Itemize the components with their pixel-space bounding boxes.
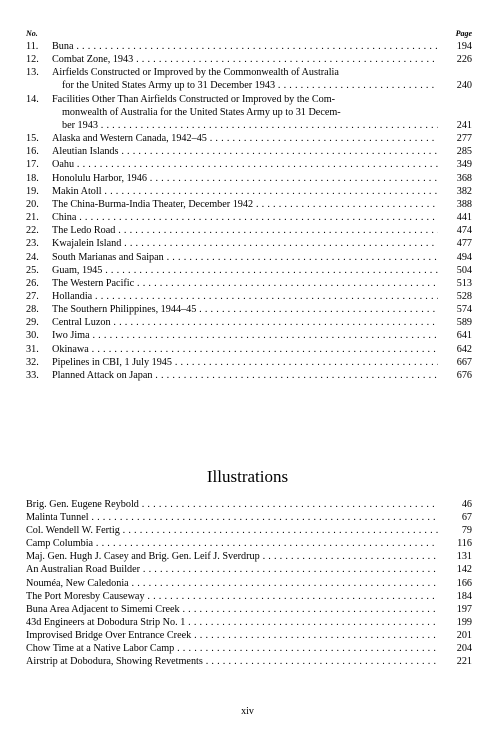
map-entry xyxy=(26,224,472,237)
map-entry xyxy=(26,316,472,329)
illustration-entry xyxy=(26,498,472,511)
illustration-title: Improvised Bridge Over Entrance Creek . . . xyxy=(26,629,438,642)
map-number: 15. xyxy=(26,133,39,145)
map-number: 29. xyxy=(26,317,39,329)
map-number: 26. xyxy=(26,277,39,289)
map-entry xyxy=(26,237,472,250)
illustration-page-number: 46 xyxy=(461,499,472,510)
map-number: 17. xyxy=(26,159,39,171)
map-title: The Southern Philippines, 1944–45 . . . xyxy=(52,303,438,316)
map-entry xyxy=(26,356,472,369)
map-page-number: 641 xyxy=(456,330,472,342)
map-number: 16. xyxy=(26,146,39,158)
map-entry xyxy=(26,145,472,158)
map-title-line: monwealth of Australia for the United States Army up to 31 Decem- xyxy=(62,106,341,118)
illustration-title: 43d Engineers at Dobodura Strip No. 1 . . . xyxy=(26,616,438,629)
map-number: 23. xyxy=(26,238,39,250)
map-page-number: 494 xyxy=(456,251,472,263)
map-entry xyxy=(26,93,472,132)
map-title: Pipelines in CBI, 1 July 1945 . . . xyxy=(52,356,438,369)
map-entry xyxy=(26,303,472,316)
map-number: 32. xyxy=(26,356,39,368)
illustration-page-number: 199 xyxy=(456,616,472,628)
map-entry xyxy=(26,185,472,198)
map-title: Makin Atoll . . . xyxy=(52,185,438,198)
map-title: Buna . . . xyxy=(52,40,438,53)
map-title: Oahu . . . xyxy=(52,158,438,171)
map-page-number: 349 xyxy=(456,159,472,171)
map-title-line: for the United States Army up to 31 December 1943 . . . xyxy=(52,79,438,92)
map-page-number: 474 xyxy=(456,225,472,237)
map-page-number: 441 xyxy=(456,212,472,224)
illustration-entry xyxy=(26,629,472,642)
illustration-title: Brig. Gen. Eugene Reybold . . . xyxy=(26,498,438,511)
map-page-number: 642 xyxy=(456,343,472,355)
map-page-number: 477 xyxy=(456,238,472,250)
illustration-page-number: 79 xyxy=(461,525,472,537)
map-title: Guam, 1945 . . . xyxy=(52,264,438,277)
map-entry xyxy=(26,66,472,92)
map-number: 14. xyxy=(26,93,39,105)
map-page-number: 241 xyxy=(456,119,472,131)
map-title: Alaska and Western Canada, 1942–45 . . . xyxy=(52,132,438,145)
page-column-label: Page xyxy=(455,29,472,38)
illustration-title: Buna Area Adjacent to Simemi Creek . . . xyxy=(26,603,438,616)
illustration-page-number: 131 xyxy=(456,551,472,563)
illustration-title: Chow Time at a Native Labor Camp . . . xyxy=(26,642,438,655)
map-page-number: 388 xyxy=(456,198,472,210)
map-entry xyxy=(26,53,472,66)
map-page-number: 240 xyxy=(456,80,472,92)
map-number: 22. xyxy=(26,225,39,237)
map-entry xyxy=(26,211,472,224)
map-entry xyxy=(26,198,472,211)
illustration-page-number: 67 xyxy=(461,512,472,524)
maps-list xyxy=(26,40,472,382)
map-number: 21. xyxy=(26,212,39,224)
illustration-entry xyxy=(26,550,472,563)
illustration-title: The Port Moresby Causeway . . . xyxy=(26,590,438,603)
illustration-title: Maj. Gen. Hugh J. Casey and Brig. Gen. Leif J. Sverdrup . . . xyxy=(26,550,438,563)
illustration-entry xyxy=(26,616,472,629)
illustration-title: Airstrip at Dobodura, Showing Revetments . . . xyxy=(26,655,438,668)
map-number: 20. xyxy=(26,198,39,210)
map-page-number: 194 xyxy=(456,41,472,52)
map-title-line: Airfields Constructed or Improved by the Commonwealth of Australia xyxy=(52,67,339,79)
map-page-number: 277 xyxy=(456,133,472,145)
map-title-line: ber 1943 . . . xyxy=(52,119,438,132)
illustration-page-number: 204 xyxy=(456,643,472,655)
map-title: Honolulu Harbor, 1946 . . . xyxy=(52,172,438,185)
map-title: The China-Burma-India Theater, December 1942 . . . xyxy=(52,198,438,211)
illustration-title: Malinta Tunnel . . . xyxy=(26,511,438,524)
map-title-line: Facilities Other Than Airfields Constructed or Improved by the Com- xyxy=(52,93,336,105)
map-entry xyxy=(26,369,472,382)
map-title: Aleutian Islands . . . xyxy=(52,145,438,158)
map-title: Central Luzon . . . xyxy=(52,316,438,329)
page-folio: xiv xyxy=(241,706,254,717)
illustration-title: Nouméa, New Caledonia . . . xyxy=(26,577,438,590)
illustration-entry xyxy=(26,577,472,590)
map-page-number: 226 xyxy=(456,54,472,66)
map-page-number: 676 xyxy=(456,369,472,381)
map-number: 19. xyxy=(26,185,39,197)
illustration-page-number: 197 xyxy=(456,603,472,615)
map-page-number: 285 xyxy=(456,146,472,158)
map-title: Okinawa . . . xyxy=(52,343,438,356)
map-entry xyxy=(26,40,472,53)
map-page-number: 504 xyxy=(456,264,472,276)
map-title: Combat Zone, 1943 . . . xyxy=(52,53,438,66)
map-page-number: 528 xyxy=(456,290,472,302)
map-entry xyxy=(26,132,472,145)
map-number: 31. xyxy=(26,343,39,355)
map-number: 33. xyxy=(26,369,39,381)
map-page-number: 513 xyxy=(456,277,472,289)
illustration-title: Camp Columbia . . . xyxy=(26,537,438,550)
map-title: China . . . xyxy=(52,211,438,224)
map-entry xyxy=(26,277,472,290)
illustration-title: Col. Wendell W. Fertig . . . xyxy=(26,524,438,537)
illustration-entry xyxy=(26,655,472,668)
illustration-entry xyxy=(26,511,472,524)
illustration-entry xyxy=(26,563,472,576)
illustration-page-number: 201 xyxy=(456,629,472,641)
map-title: Planned Attack on Japan . . . xyxy=(52,369,438,382)
illustrations-list xyxy=(26,498,472,668)
map-entry xyxy=(26,264,472,277)
map-title: Kwajalein Island . . . xyxy=(52,237,438,250)
map-number: 25. xyxy=(26,264,39,276)
illustrations-heading: Illustrations xyxy=(206,467,289,486)
map-entry xyxy=(26,172,472,185)
map-number: 12. xyxy=(26,54,39,66)
map-title: Hollandia . . . xyxy=(52,290,438,303)
map-number: 28. xyxy=(26,304,39,316)
no-column-label: No. xyxy=(26,29,38,38)
map-entry xyxy=(26,290,472,303)
map-number: 30. xyxy=(26,330,39,342)
illustration-entry xyxy=(26,524,472,537)
map-page-number: 368 xyxy=(456,172,472,184)
illustration-entry xyxy=(26,603,472,616)
map-title: South Marianas and Saipan . . . xyxy=(52,251,438,264)
illustration-page-number: 116 xyxy=(457,538,472,550)
map-number: 11. xyxy=(26,41,39,52)
map-page-number: 667 xyxy=(456,356,472,368)
map-title: The Western Pacific . . . xyxy=(52,277,438,290)
illustration-page-number: 221 xyxy=(456,656,472,668)
map-entry xyxy=(26,251,472,264)
map-number: 18. xyxy=(26,172,39,184)
column-header xyxy=(26,29,472,39)
illustration-entry xyxy=(26,537,472,550)
map-number: 27. xyxy=(26,290,39,302)
map-number: 24. xyxy=(26,251,39,263)
map-page-number: 574 xyxy=(456,304,472,316)
illustration-page-number: 142 xyxy=(456,564,472,576)
map-entry xyxy=(26,343,472,356)
map-number: 13. xyxy=(26,67,39,79)
map-page-number: 382 xyxy=(456,185,472,197)
illustration-title: An Australian Road Builder . . . xyxy=(26,563,438,576)
map-title: The Ledo Road . . . xyxy=(52,224,438,237)
map-title: Iwo Jima . . . xyxy=(52,329,438,342)
illustration-page-number: 184 xyxy=(456,590,472,602)
map-entry xyxy=(26,329,472,342)
illustration-page-number: 166 xyxy=(456,577,472,589)
map-entry xyxy=(26,158,472,171)
map-page-number: 589 xyxy=(456,317,472,329)
illustration-entry xyxy=(26,642,472,655)
illustration-entry xyxy=(26,590,472,603)
